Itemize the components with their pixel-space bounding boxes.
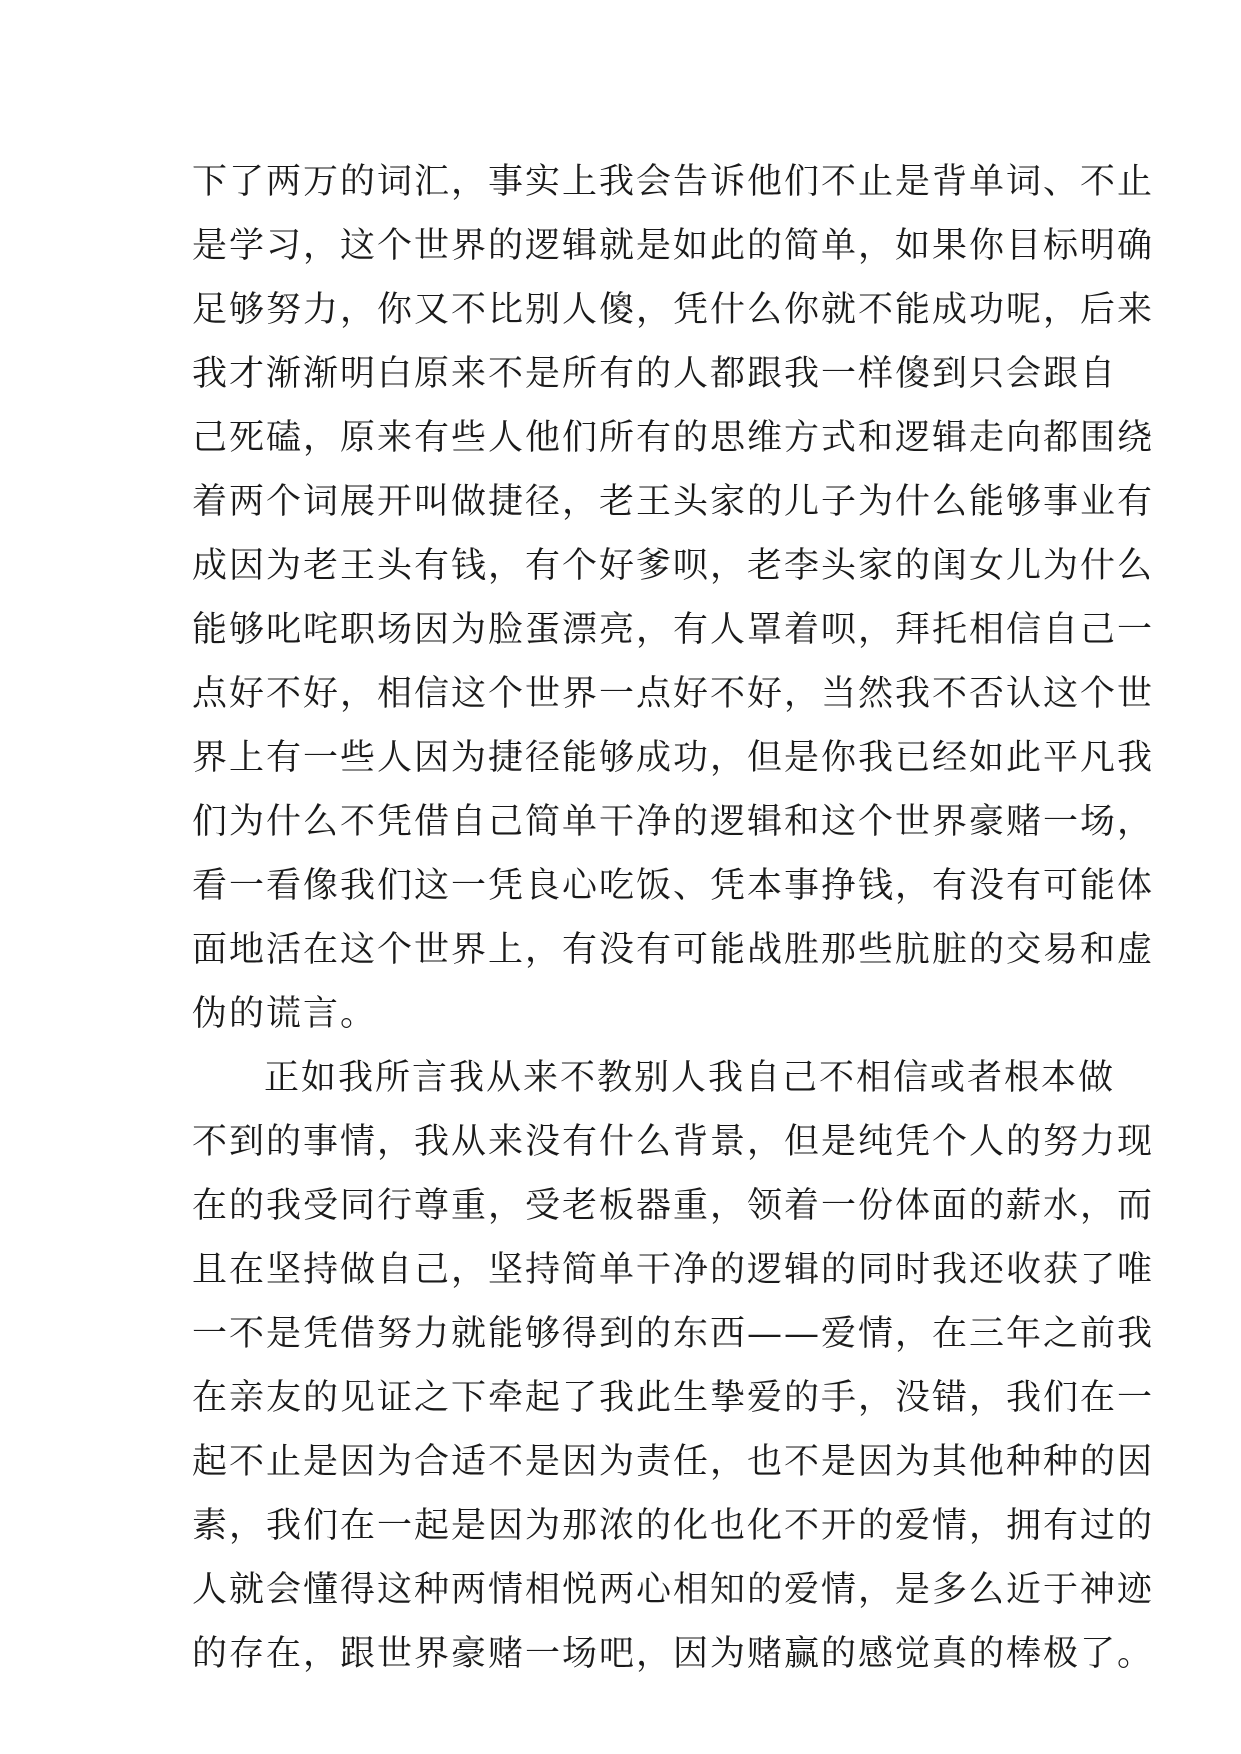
- text-line: 看一看像我们这一凭良心吃饭、凭本事挣钱，有没有可能体: [192, 866, 1155, 906]
- text-line: 伪的谎言。: [192, 994, 378, 1034]
- text-line: 足够努力，你又不比别人傻，凭什么你就不能成功呢，后来: [192, 290, 1155, 330]
- text-line: 在亲友的见证之下牵起了我此生挚爱的手，没错，我们在一: [192, 1378, 1155, 1418]
- text-line: 我才渐渐明白原来不是所有的人都跟我一样傻到只会跟自: [192, 354, 1118, 394]
- text-line: 一不是凭借努力就能够得到的东西——爱情，在三年之前我: [192, 1314, 1155, 1354]
- text-line: 不到的事情，我从来没有什么背景，但是纯凭个人的努力现: [192, 1122, 1155, 1162]
- text-line: 在的我受同行尊重，受老板器重，领着一份体面的薪水，而: [192, 1186, 1155, 1226]
- text-line: 下了两万的词汇，事实上我会告诉他们不止是背单词、不止: [192, 162, 1155, 202]
- text-line: 素，我们在一起是因为那浓的化也化不开的爱情，拥有过的: [192, 1506, 1155, 1546]
- text-line: 人就会懂得这种两情相悦两心相知的爱情，是多么近于神迹: [192, 1570, 1155, 1610]
- text-line: 是学习，这个世界的逻辑就是如此的简单，如果你目标明确: [192, 226, 1155, 266]
- text-line: 己死磕，原来有些人他们所有的思维方式和逻辑走向都围绕: [192, 418, 1155, 458]
- text-line: 起不止是因为合适不是因为责任，也不是因为其他种种的因: [192, 1442, 1155, 1482]
- text-line: 们为什么不凭借自己简单干净的逻辑和这个世界豪赌一场，: [192, 802, 1155, 842]
- text-line: 着两个词展开叫做捷径，老王头家的儿子为什么能够事业有: [192, 482, 1155, 522]
- text-line: 点好不好，相信这个世界一点好不好，当然我不否认这个世: [192, 674, 1155, 714]
- text-line: 且在坚持做自己，坚持简单干净的逻辑的同时我还收获了唯: [192, 1250, 1155, 1290]
- text-line: 的存在，跟世界豪赌一场吧，因为赌赢的感觉真的棒极了。: [192, 1634, 1155, 1674]
- text-line: 界上有一些人因为捷径能够成功，但是你我已经如此平凡我: [192, 738, 1155, 778]
- text-line: 成因为老王头有钱，有个好爹呗，老李头家的闺女儿为什么: [192, 546, 1155, 586]
- document-body: [192, 150, 1155, 1686]
- text-line: 面地活在这个世界上，有没有可能战胜那些肮脏的交易和虚: [192, 930, 1155, 970]
- paragraph-1: [192, 150, 1155, 1046]
- text-line-indented: 正如我所言我从来不教别人我自己不相信或者根本做: [264, 1058, 1116, 1098]
- text-line: 能够叱咤职场因为脸蛋漂亮，有人罩着呗，拜托相信自己一: [192, 610, 1155, 650]
- paragraph-2: [192, 1046, 1155, 1686]
